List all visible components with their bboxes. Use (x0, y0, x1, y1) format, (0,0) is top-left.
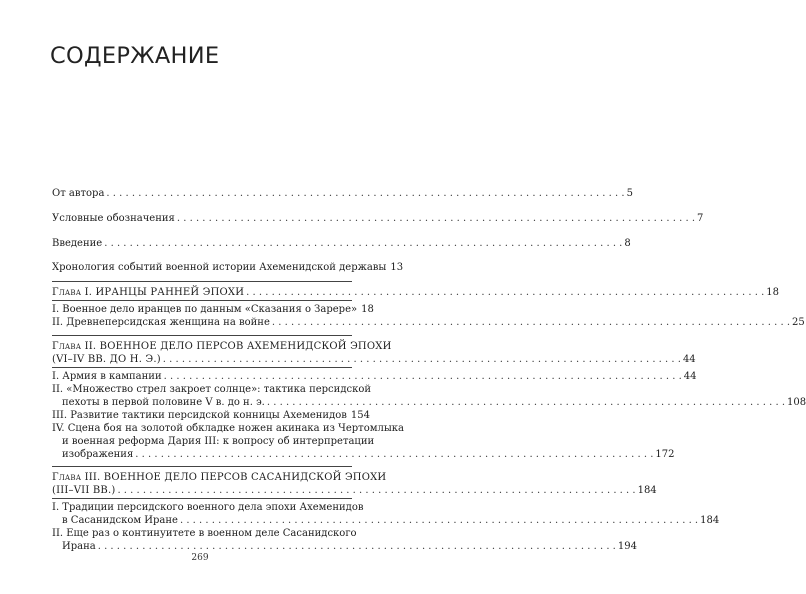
toc-page-number: 108 (787, 397, 806, 408)
toc-item-cont[interactable] (52, 514, 720, 527)
toc-item-label: II. Древнеперсидская женщина на войне (52, 317, 270, 328)
toc-entry-label: Условные обозначения (52, 213, 175, 224)
toc-entry-chronology[interactable] (52, 261, 404, 274)
chapter-divider (52, 466, 352, 467)
chapter-divider (52, 281, 352, 282)
toc-item[interactable] (52, 409, 370, 422)
chapter-divider (52, 498, 352, 499)
toc-page-number: 18 (361, 304, 374, 315)
chapter-title-cont: (VI–IV ВВ. ДО Н. Э.) (52, 354, 161, 365)
toc-chapter-3-title[interactable] (52, 471, 387, 484)
chapter-title: Глава III. ВОЕННОЕ ДЕЛО ПЕРСОВ САСАНИДСКОЙ ЭПОХИ (52, 472, 387, 483)
toc-item-label-cont: изображения (62, 449, 134, 460)
toc-chapter-1[interactable] (52, 286, 780, 299)
toc-item-label-cont: в Сасанидском Иране (62, 515, 178, 526)
toc-item-label: I. Военное дело иранцев по данным «Сказания о Зарере» (52, 304, 358, 315)
toc-page-number: 44 (683, 371, 697, 382)
toc-entry-author[interactable] (52, 187, 633, 200)
toc-entry-label: От автора (52, 188, 105, 199)
toc-item[interactable] (52, 383, 372, 396)
toc-page-number: 154 (350, 410, 370, 421)
chapter-divider (52, 335, 352, 336)
toc-page-number: 194 (617, 541, 637, 552)
toc-item-label-cont: Ирана (62, 541, 96, 552)
toc-page-number: 8 (624, 238, 631, 249)
toc-item-cont[interactable] (52, 448, 675, 461)
toc-item-label-cont: пехоты в первой половине V в. до н. э. (62, 397, 265, 408)
toc-page-number: 184 (637, 485, 657, 496)
toc-item-cont[interactable] (52, 435, 375, 448)
toc-page-number: 184 (700, 515, 720, 526)
chapter-divider (52, 300, 352, 301)
toc-item-label: I. Традиции персидского военного дела эпохи Ахеменидов (52, 502, 364, 513)
toc-item[interactable] (52, 303, 374, 316)
toc-entry-introduction[interactable] (52, 237, 631, 250)
toc-item-cont[interactable] (52, 540, 637, 553)
toc-page-number: 7 (697, 213, 704, 224)
toc-item-label: II. Еще раз о континуитете в военном деле Сасанидского (52, 528, 357, 539)
toc-item[interactable] (52, 422, 405, 435)
chapter-title: Глава I. ИРАНЦЫ РАННЕЙ ЭПОХИ (52, 287, 245, 298)
toc-item-label: I. Армия в кампании (52, 371, 162, 382)
toc-item-label: III. Развитие тактики персидской конницы Ахеменидов (52, 410, 347, 421)
toc-page-number: 13 (390, 262, 404, 273)
toc-item-cont[interactable] (52, 396, 806, 409)
toc-page-number: 5 (626, 188, 633, 199)
toc-chapter-3-title-cont[interactable] (52, 484, 657, 497)
toc-chapter-2-title-cont[interactable] (52, 353, 696, 366)
toc-chapter-2-title[interactable] (52, 340, 392, 353)
toc-item[interactable] (52, 527, 357, 540)
toc-page-number: 18 (766, 287, 780, 298)
chapter-title: Глава II. ВОЕННОЕ ДЕЛО ПЕРСОВ АХЕМЕНИДСКОЙ ЭПОХИ (52, 341, 392, 352)
toc-item[interactable] (52, 501, 364, 514)
toc-item-label-cont: и военная реформа Дария III: к вопросу об интерпретации (62, 436, 375, 447)
chapter-title-cont: (III–VII ВВ.) (52, 485, 116, 496)
toc-item-label: II. «Множество стрел закроет солнце»: тактика персидской (52, 384, 372, 395)
toc-item[interactable] (52, 316, 805, 329)
toc-page-number: 44 (682, 354, 696, 365)
toc-page-number: 172 (655, 449, 675, 460)
page-title: СОДЕРЖАНИЕ (50, 43, 220, 69)
toc-entry-label: Хронология событий военной истории Ахеменидской державы (52, 262, 387, 273)
toc-item-label: IV. Сцена боя на золотой обкладке ножен акинака из Чертомлыка (52, 423, 405, 434)
toc-entry-symbols[interactable] (52, 212, 704, 225)
toc-entry-label: Введение (52, 238, 103, 249)
toc-page-number: 25 (792, 317, 805, 328)
toc-item[interactable] (52, 370, 697, 383)
page-number: 269 (191, 553, 209, 563)
chapter-divider (52, 367, 352, 368)
